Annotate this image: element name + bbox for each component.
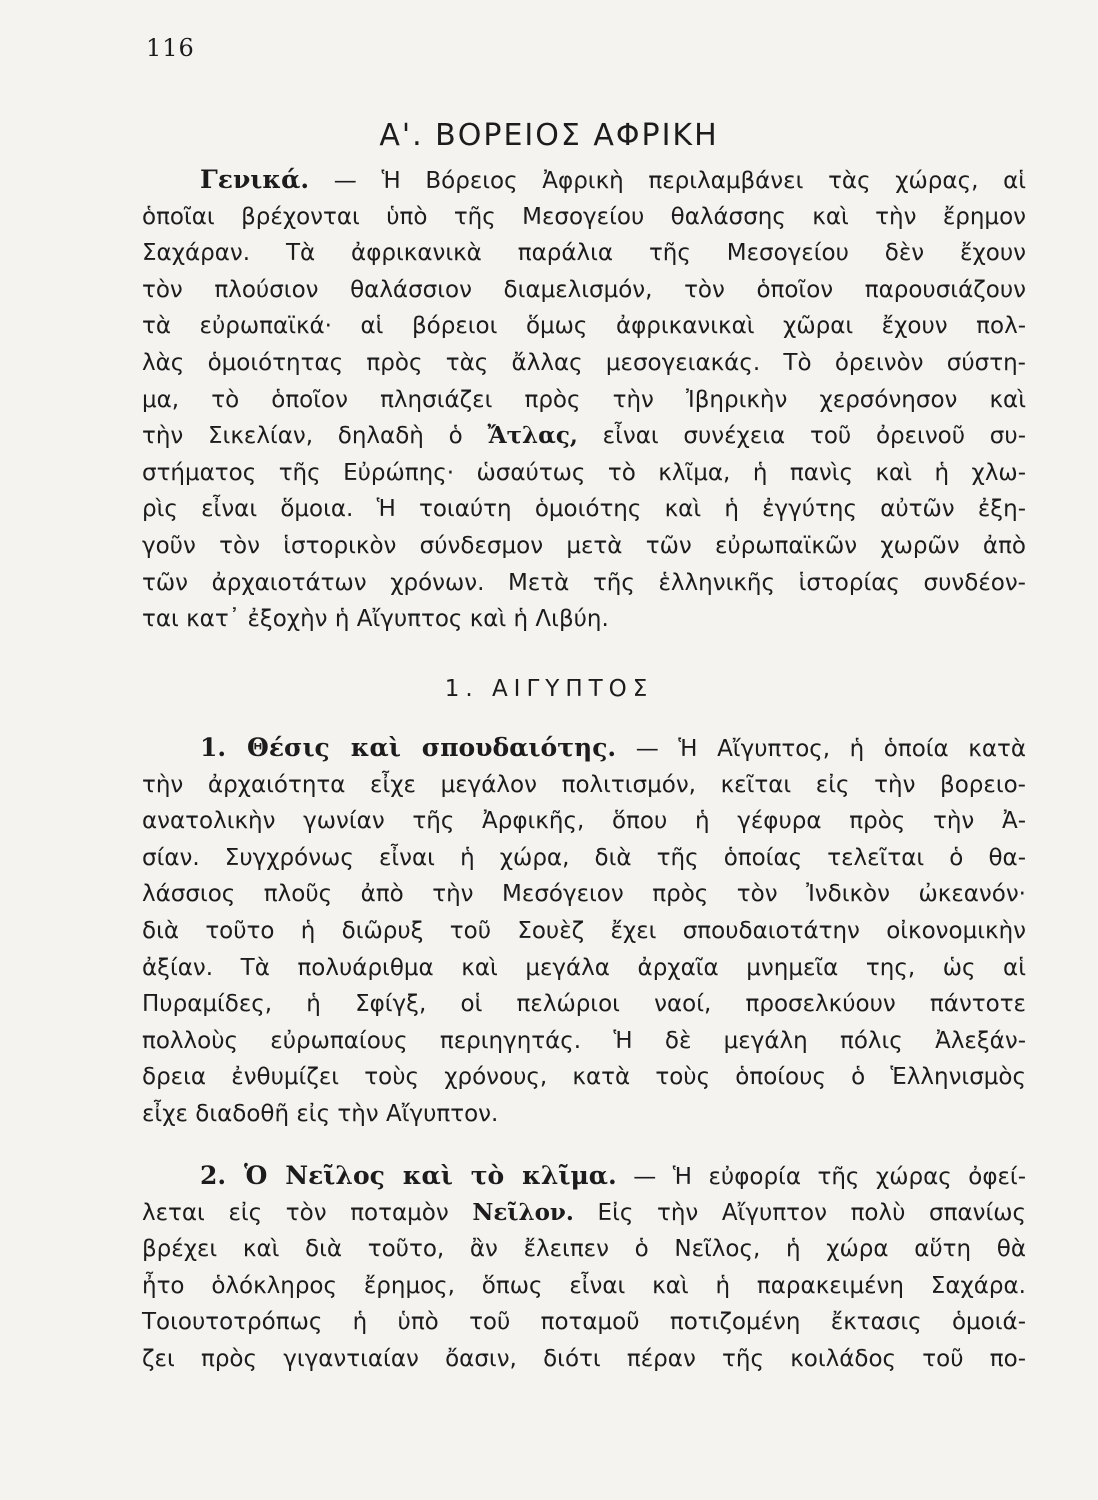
- para2-heading: 2. Ὁ Νεῖλος καὶ τὸ κλῖμα.: [200, 1161, 617, 1190]
- intro-line: γοῦν τὸν ἱστορικὸν σύνδεσμον μετὰ τῶν εὐρωπαϊκῶν χωρῶν ἀπὸ: [142, 532, 1026, 559]
- para1-first-line-text: — Ἡ Αἴγυπτος, ἡ ὁποία κατὰ: [635, 736, 1027, 762]
- intro-line: Σαχάραν. Τὰ ἀφρικανικὰ παράλια τῆς Μεσογείου δὲν ἔχουν: [142, 240, 1026, 267]
- intro-line: τῶν ἀρχαιοτάτων χρόνων. Μετὰ τῆς ἑλληνικῆς ἱστορίας συνδέον-: [142, 569, 1026, 596]
- para2-line: βρέχει καὶ διὰ τοῦτο, ἂν ἔλειπεν ὁ Νεῖλος, ἡ χώρα αὕτη θὰ: [142, 1236, 1026, 1263]
- nile-line-before: λεται εἰς τὸν ποταμὸν: [142, 1199, 449, 1226]
- para1-line: τὴν ἀρχαιότητα εἶχε μεγάλον πολιτισμόν, κεῖται εἰς τὴν βορειο-: [142, 771, 1026, 798]
- para1-line: Πυραμίδες, ἡ Σφίγξ, οἱ πελώριοι ναοί, προσελκύουν πάντοτε: [142, 991, 1026, 1018]
- para1-first-line: [142, 730, 1026, 767]
- intro-line: τὸν πλούσιον θαλάσσιον διαμελισμόν, τὸν ὁποῖον παρουσιάζουν: [142, 276, 1026, 303]
- para1-line: δρεια ἐνθυμίζει τοὺς χρόνους, κατὰ τοὺς ὁποίους ὁ Ἑλληνισμὸς: [142, 1064, 1026, 1091]
- intro-line: λὰς ὁμοιότητας πρὸς τὰς ἄλλας μεσογειακάς. Τὸ ὀρεινὸν σύστη-: [142, 349, 1026, 376]
- para2-line: ἦτο ὁλόκληρος ἔρημος, ὅπως εἶναι καὶ ἡ παρακειμένη Σαχάρα.: [142, 1272, 1026, 1299]
- atlas-line-before: τὴν Σικελίαν, δηλαδὴ ὁ: [142, 423, 463, 450]
- page-number: 116: [146, 34, 195, 62]
- nile-paragraph: [142, 1158, 1026, 1378]
- intro-atlas-line: [142, 418, 1026, 455]
- intro-line: ὁποῖαι βρέχονται ὑπὸ τῆς Μεσογείου θαλάσσης καὶ τὴν ἔρημον: [142, 203, 1026, 230]
- para1-line: ἀξίαν. Τὰ πολυάριθμα καὶ μεγάλα ἀρχαῖα μνημεῖα της, ὡς αἱ: [142, 954, 1026, 981]
- para1-line: πολλοὺς εὐρωπαίους περιηγητάς. Ἡ δὲ μεγάλη πόλις Ἀλεξάν-: [142, 1027, 1026, 1054]
- para1-line: ανατολικὴν γωνίαν τῆς Ἀρφικῆς, ὅπου ἡ γέφυρα πρὸς τὴν Ἀ-: [142, 808, 1026, 835]
- intro-line: στήματος τῆς Εὐρώπης· ὡσαύτως τὸ κλῖμα, ἡ πανὶς καὶ ἡ χλω-: [142, 459, 1026, 486]
- intro-line: τὰ εὐρωπαϊκά· αἱ βόρειοι ὅμως ἀφρικανικαὶ χῶραι ἔχουν πολ-: [142, 313, 1026, 340]
- atlas-term: Ἄτλας,: [487, 422, 578, 450]
- intro-line: μα, τὸ ὁποῖον πλησιάζει πρὸς τὴν Ἰβηρικὴν χερσόνησον καὶ: [142, 386, 1026, 413]
- para2-nile-line: [142, 1195, 1026, 1232]
- nile-term: Νεῖλον.: [472, 1198, 574, 1226]
- para2-first-line-text: — Ἡ εὐφορία τῆς χώρας ὀφεί-: [633, 1164, 1027, 1190]
- para2-line: Τοιουτοτρόπως ἡ ὑπὸ τοῦ ποταμοῦ ποτιζομένη ἔκτασις ὁμοιά-: [142, 1309, 1026, 1336]
- para1-line: σίαν. Συγχρόνως εἶναι ἡ χώρα, διὰ τῆς ὁποίας τελεῖται ὁ θα-: [142, 844, 1026, 871]
- intro-first-line-text: — Ἡ Βόρειος Ἀφρικὴ περιλαμβάνει τὰς χώρας, αἱ: [333, 168, 1027, 194]
- para1-heading: 1. Θέσις καὶ σπουδαιότης.: [200, 733, 617, 762]
- chapter-title: Α'. ΒΟΡΕΙΟΣ ΑΦΡΙΚΗ: [379, 118, 719, 154]
- para2-line: ζει πρὸς γιγαντιαίαν ὄασιν, διότι πέραν τῆς κοιλάδος τοῦ πο-: [142, 1345, 1026, 1372]
- intro-paragraph: [142, 162, 1026, 638]
- intro-first-line: [142, 162, 1026, 199]
- nile-line-after: Εἰς τὴν Αἴγυπτον πολὺ σπανίως: [597, 1199, 1027, 1226]
- atlas-line-after: εἶναι συνέχεια τοῦ ὀρεινοῦ συ-: [602, 423, 1026, 450]
- position-paragraph: [142, 730, 1026, 1133]
- section-title: 1. ΑΙΓΥΠΤΟΣ: [444, 676, 654, 702]
- para2-first-line: [142, 1158, 1026, 1195]
- intro-heading: Γενικά.: [200, 165, 310, 194]
- para1-line: λάσσιος πλοῦς ἀπὸ τὴν Μεσόγειον πρὸς τὸν Ἰνδικὸν ὠκεανόν·: [142, 881, 1026, 908]
- intro-last-line: ται κατ᾽ ἐξοχὴν ἡ Αἴγυπτος καὶ ἡ Λιβύη.: [142, 606, 609, 633]
- para1-line: διὰ τοῦτο ἡ διῶρυξ τοῦ Σουὲζ ἔχει σπουδαιοτάτην οἰκονομικὴν: [142, 917, 1026, 944]
- para1-last-line: εἶχε διαδοθῆ εἰς τὴν Αἴγυπτον.: [142, 1100, 499, 1127]
- intro-line: ρὶς εἶναι ὅμοια. Ἡ τοιαύτη ὁμοιότης καὶ ἡ ἐγγύτης αὐτῶν ἐξη-: [142, 496, 1026, 523]
